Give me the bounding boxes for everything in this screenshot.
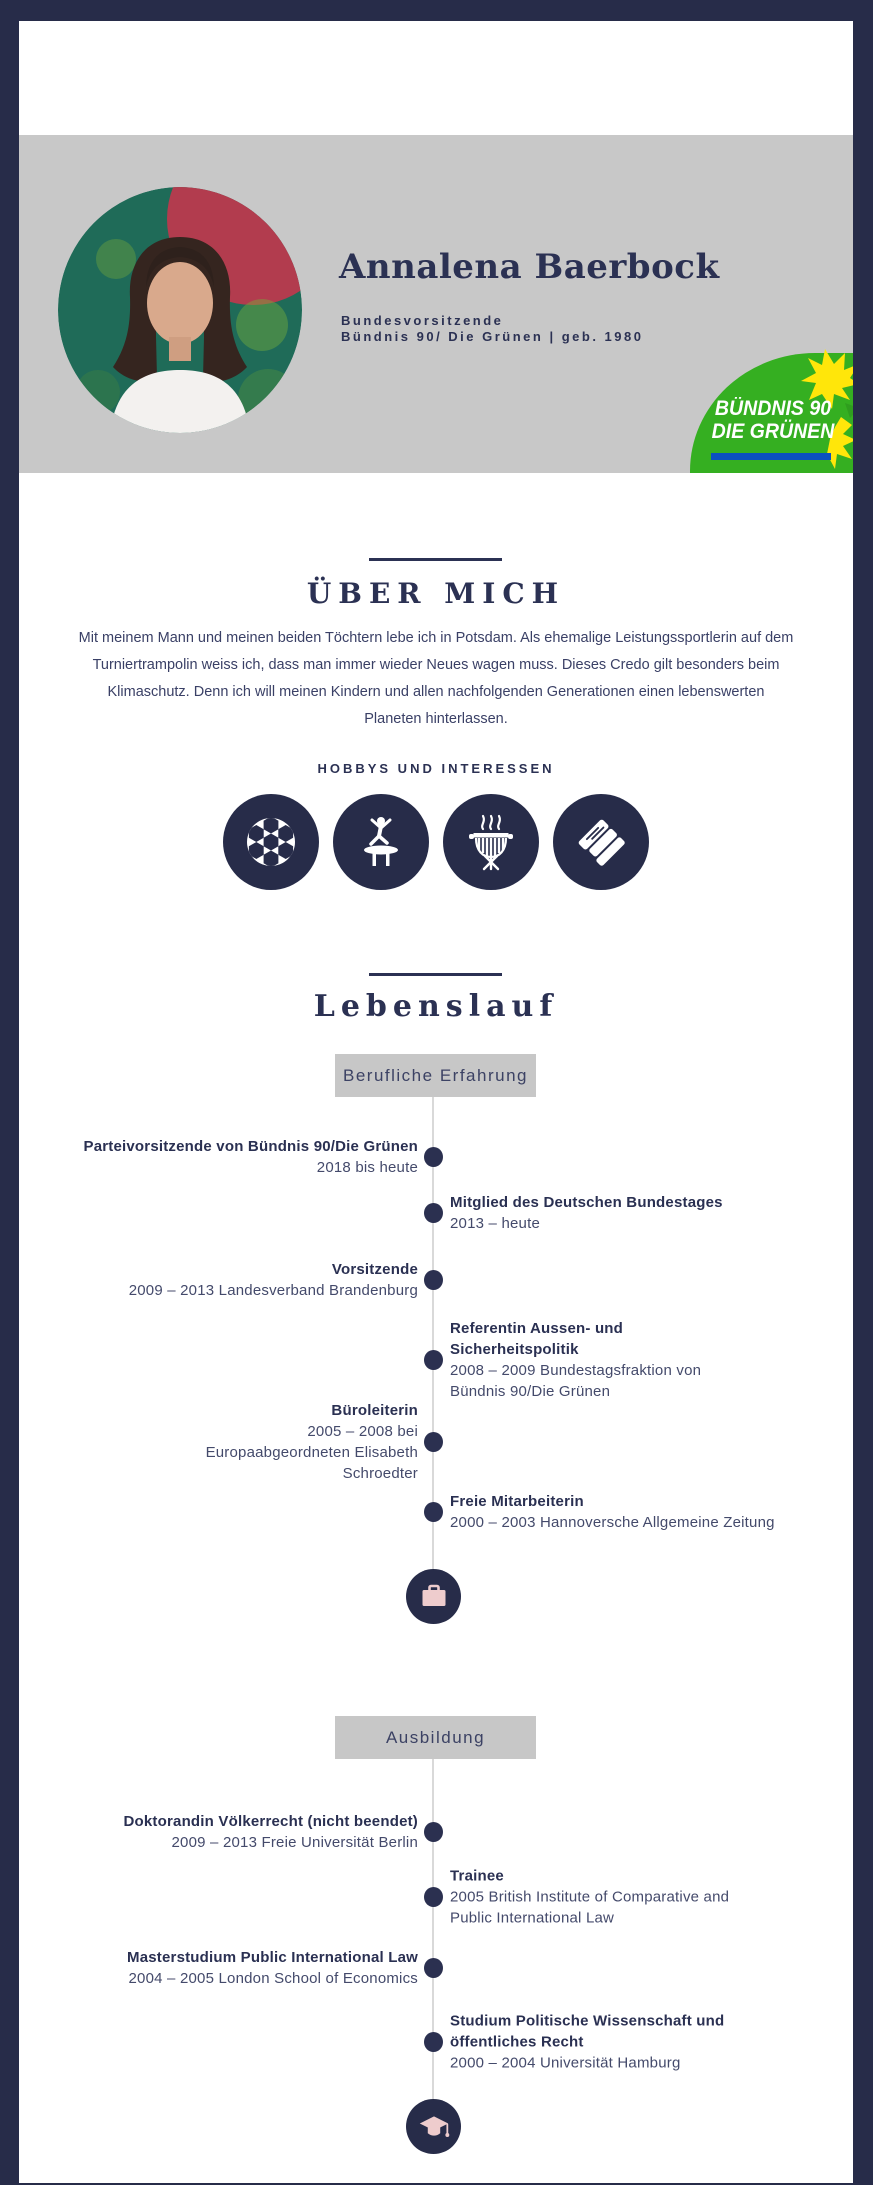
person-name: Annalena Baerbock: [339, 247, 720, 287]
entry-subtitle: 2008 – 2009 Bundestagsfraktion von Bündnis 90/Die Grünen: [450, 1362, 702, 1400]
timeline-dot: [424, 1350, 443, 1370]
section-label: Berufliche Erfahrung: [335, 1054, 536, 1097]
timeline-dot: [424, 2032, 443, 2052]
entry-subtitle: 2004 – 2005 London School of Economics: [128, 1970, 418, 1987]
hobby-icons-row: [19, 794, 853, 890]
entry-title: Studium Politische Wissenschaft und öffentliches Recht: [450, 2012, 725, 2051]
entry-subtitle: 2000 – 2003 Hannoversche Allgemeine Zeitung: [450, 1514, 775, 1531]
timeline-entry: [127, 1947, 418, 1989]
party-logo: [690, 353, 853, 473]
party-logo-text: [703, 397, 843, 443]
timeline-entry: [124, 1811, 419, 1853]
entry-subtitle: 2005 British Institute of Comparative and Public International Law: [450, 1888, 730, 1927]
entry-subtitle: 2005 – 2008 bei Europaabgeordneten Elisabeth Schroedter: [205, 1423, 418, 1482]
logo-blue-bar: [711, 453, 831, 460]
entry-subtitle: 2000 – 2004 Universität Hamburg: [450, 2054, 681, 2072]
about-divider: [369, 558, 502, 561]
trampoline-icon: [333, 794, 429, 890]
timeline-dot: [424, 1887, 443, 1907]
timeline-dot: [424, 1270, 443, 1290]
resume-heading: Lebenslauf: [313, 989, 559, 1024]
page-content: [19, 21, 853, 2183]
about-paragraph: Mit meinem Mann und meinen beiden Töchtern lebe ich in Potsdam. Als ehemalige Leistungssportlerin auf dem Turniertrampolin weiss ich, dass man immer wieder Neues wagen muss. Dieses Credo gilt besonders beim Klimaschutz. Denn ich will meinen Kindern und allen nachfolgenden Generationen einen lebenswerten Planeten hinterlassen.: [78, 630, 794, 727]
portrait-photo-icon: [58, 187, 302, 433]
entry-subtitle: 2013 – heute: [450, 1215, 540, 1232]
role-line-1: Bundesvorsitzende: [341, 313, 504, 328]
timeline-dot: [424, 1432, 443, 1452]
timeline-entry: [450, 1318, 702, 1402]
entry-title: Trainee: [450, 1867, 504, 1885]
entry-title: Doktorandin Völkerrecht (nicht beendet): [123, 1813, 418, 1830]
person-role: [341, 313, 643, 345]
timeline-dot: [424, 1958, 443, 1978]
entry-title: Masterstudium Public International Law: [127, 1949, 418, 1966]
about-heading: ÜBER MICH: [306, 577, 566, 610]
timeline-dot: [424, 1147, 443, 1167]
timeline-entry: [162, 1400, 418, 1484]
entry-title: Mitglied des Deutschen Bundestages: [450, 1194, 723, 1211]
timeline-entry: [450, 1491, 775, 1533]
timeline-dot: [424, 1502, 443, 1522]
header-banner: [19, 135, 853, 473]
section-ausbildung: [19, 1716, 853, 2156]
entry-subtitle: 2018 bis heute: [316, 1159, 418, 1176]
timeline-entry: [450, 1866, 768, 1929]
books-icon: [553, 794, 649, 890]
timeline-entry: [83, 1136, 418, 1178]
timeline-entry: [129, 1259, 418, 1301]
entry-title: Referentin Aussen- und Sicherheitspolitik: [450, 1320, 624, 1358]
bbq-grill-icon: [443, 794, 539, 890]
resume-divider: [369, 973, 502, 976]
entry-subtitle: 2009 – 2013 Landesverband Brandenburg: [128, 1282, 418, 1299]
graduation-cap-icon: [406, 2099, 461, 2154]
entry-title: Freie Mitarbeiterin: [450, 1493, 584, 1510]
timeline-entry: [450, 1192, 723, 1234]
entry-title: Büroleiterin: [331, 1402, 418, 1419]
soccer-ball-icon: [223, 794, 319, 890]
timeline-line: [432, 1097, 434, 1597]
briefcase-icon: [406, 1569, 461, 1624]
timeline-entry: [450, 2011, 746, 2074]
entry-title: Vorsitzende: [331, 1261, 418, 1278]
timeline-dot: [424, 1822, 443, 1842]
logo-line-1: BÜNDNIS 90: [714, 397, 832, 420]
hobbies-heading: HOBBYS UND INTERESSEN: [317, 761, 555, 776]
logo-line-2: DIE GRÜNEN: [711, 420, 835, 443]
entry-title: Parteivorsitzende von Bündnis 90/Die Grünen: [83, 1138, 418, 1155]
entry-subtitle: 2009 – 2013 Freie Universität Berlin: [171, 1834, 418, 1851]
section-label: Ausbildung: [335, 1716, 536, 1759]
avatar: [58, 187, 302, 433]
timeline-dot: [424, 1203, 443, 1223]
role-line-2: Bündnis 90/ Die Grünen | geb. 1980: [341, 329, 644, 344]
section-berufliche-erfahrung: [19, 1054, 853, 1654]
